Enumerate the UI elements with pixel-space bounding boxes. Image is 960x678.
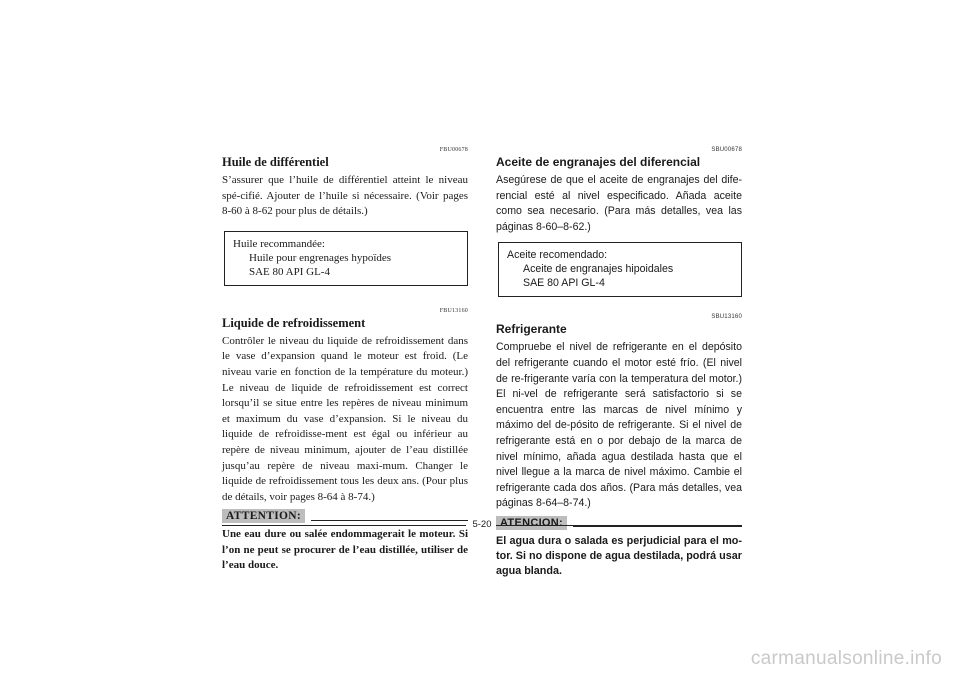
section-heading: Liquide de refroidissement	[222, 315, 366, 330]
warning-rule	[573, 518, 742, 527]
footer-rule-left	[222, 525, 466, 526]
page-number: 5-20	[472, 519, 492, 530]
warning-header	[222, 509, 468, 523]
box-line: Aceite de engranajes hipoidales	[523, 263, 674, 276]
section-heading: Huile de différentiel	[222, 155, 329, 169]
section-heading: Refrigerante	[496, 322, 567, 337]
box-title: Huile recommandée:	[233, 237, 325, 250]
box-line: Huile pour engrenages hypoïdes	[249, 251, 392, 264]
watermark: carmanualsonline.info	[750, 648, 942, 669]
warning-label: ATENCION:	[496, 516, 567, 530]
section-text: Contrôler le niveau du liquide de refroidissement dans le vase d’expansion quand le moteur est froid. (Le niveau varie en fonction de la température du moteur.) Le niveau de liquide de refroidissement est correct lorsqu’il se situe entre les repères de niveau minimum et maximum du vase d’expansion. Si le niveau du liquide de refroidisse-ment est égal ou inférieur au repère de niveau minimum, ajouter de l’eau distillée jusqu’au repère de niveau maxi-mum. Changer le liquide de refroidissement tous les deux ans. (Pour plus de détails, voir pages 8-64 à 8-74.)	[222, 334, 468, 503]
section-code: FBU00678	[439, 147, 468, 153]
warning-rule	[311, 512, 468, 521]
box-line: SAE 80 API GL-4	[523, 277, 605, 290]
recommended-oil-box	[498, 242, 742, 297]
warning-header	[496, 516, 742, 530]
footer-rule-right	[496, 525, 742, 526]
section-heading: Aceite de engranajes del diferencial	[496, 155, 701, 169]
box-title: Aceite recomendado:	[507, 249, 608, 262]
section-text: Compruebe el nivel de refrigerante en el depósito del refrigerante cuando el motor esté frío. (El nivel de re-frigerante varía con la temperatura del motor.) El ni-vel de refrigerante será satisfactorio si se encuentra entre las marcas de nivel mínimo y máximo del de-pósito de refrigerante. Si el nivel de refrigerante está en o por debajo de la marca de nivel mínimo, añada agua destilada hasta que el nivel llegue a la marca de nivel máximo. Cambie el refrigerante cada dos años. (Para más detalles, vea páginas 8-64–8-74.)	[496, 341, 742, 510]
warning-text: El agua dura o salada es perjudicial para el mo-tor. Si no dispone de agua destilada, podrá usar agua blanda.	[496, 534, 742, 578]
warning-text: Une eau dure ou salée endommagerait le moteur. Si l’on ne peut se procurer de l’eau distillée, utiliser de l’eau douce.	[222, 528, 468, 571]
section-code: FBU13160	[439, 307, 468, 314]
section-code: SBU13160	[711, 314, 742, 321]
spanish-column	[496, 146, 742, 580]
warning-label: ATTENTION:	[222, 509, 305, 523]
french-column	[222, 146, 468, 573]
recommended-oil-box	[224, 231, 468, 286]
section-code: SBU00678	[711, 147, 742, 153]
section-text: S’assurer que l’huile de différentiel atteint le niveau spé-cifié. Ajouter de l’huile si nécessaire. (Voir pages 8-60 à 8-62 pour plus de détails.)	[222, 174, 468, 218]
box-line: SAE 80 API GL-4	[249, 265, 330, 278]
section-text: Asegúrese de que el aceite de engranajes del dife-rencial esté al nivel especificado. Añada aceite como sea necesario. (Para más detalles, vea las páginas 8-60–8-62.)	[496, 174, 742, 233]
